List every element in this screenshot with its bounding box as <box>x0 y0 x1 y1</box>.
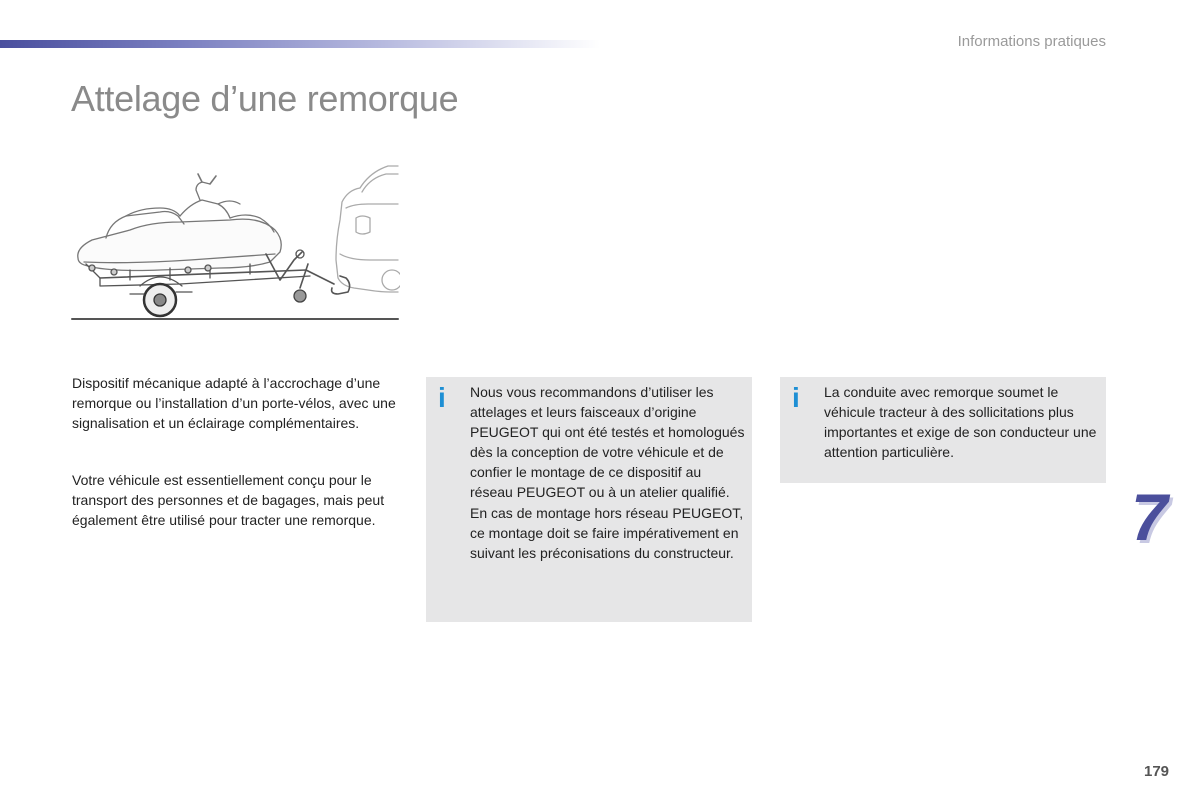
header-accent-bar <box>0 40 600 48</box>
page-title: Attelage d’une remorque <box>71 78 459 119</box>
info-text <box>470 382 745 563</box>
chapter-number: 7 <box>1131 480 1168 554</box>
info-text-recommendation: Nous vous recommandons d’utiliser les attelages et leurs faisceaux d’origine PEUGEOT qui ont été testés et homologués dès la conception de votre véhicule et de confier le montage de ce dispositif au réseau PEUGEOT ou à un atelier qualifié. <box>470 384 745 501</box>
usage-paragraph: Votre véhicule est essentiellement conçu pour le transport des personnes et de bagages, mais peut également être utilisé pour tracter une remorque. <box>72 472 385 528</box>
page-number: 179 <box>1144 763 1170 780</box>
info-icon: i <box>438 382 446 413</box>
section-title: Informations pratiques <box>957 33 1106 50</box>
info-text-driving: La conduite avec remorque soumet le véhicule tracteur à des sollicitations plus importantes et exige de son conducteur une attention particulière. <box>824 384 1097 461</box>
intro-paragraph: Dispositif mécanique adapté à l’accrochage d’une remorque ou l’installation d’un porte-vélos, avec une signalisation et un éclairage complémentaires. <box>72 375 396 431</box>
info-box-driving <box>780 377 1106 483</box>
info-box-recommendation <box>426 377 752 622</box>
trailer-illustration <box>70 160 400 325</box>
info-text <box>824 382 1099 462</box>
info-icon: i <box>792 382 800 413</box>
info-text-outside-network: En cas de montage hors réseau PEUGEOT, ce montage doit se faire impérativement en suivant les préconisations du constructeur. <box>470 504 744 561</box>
